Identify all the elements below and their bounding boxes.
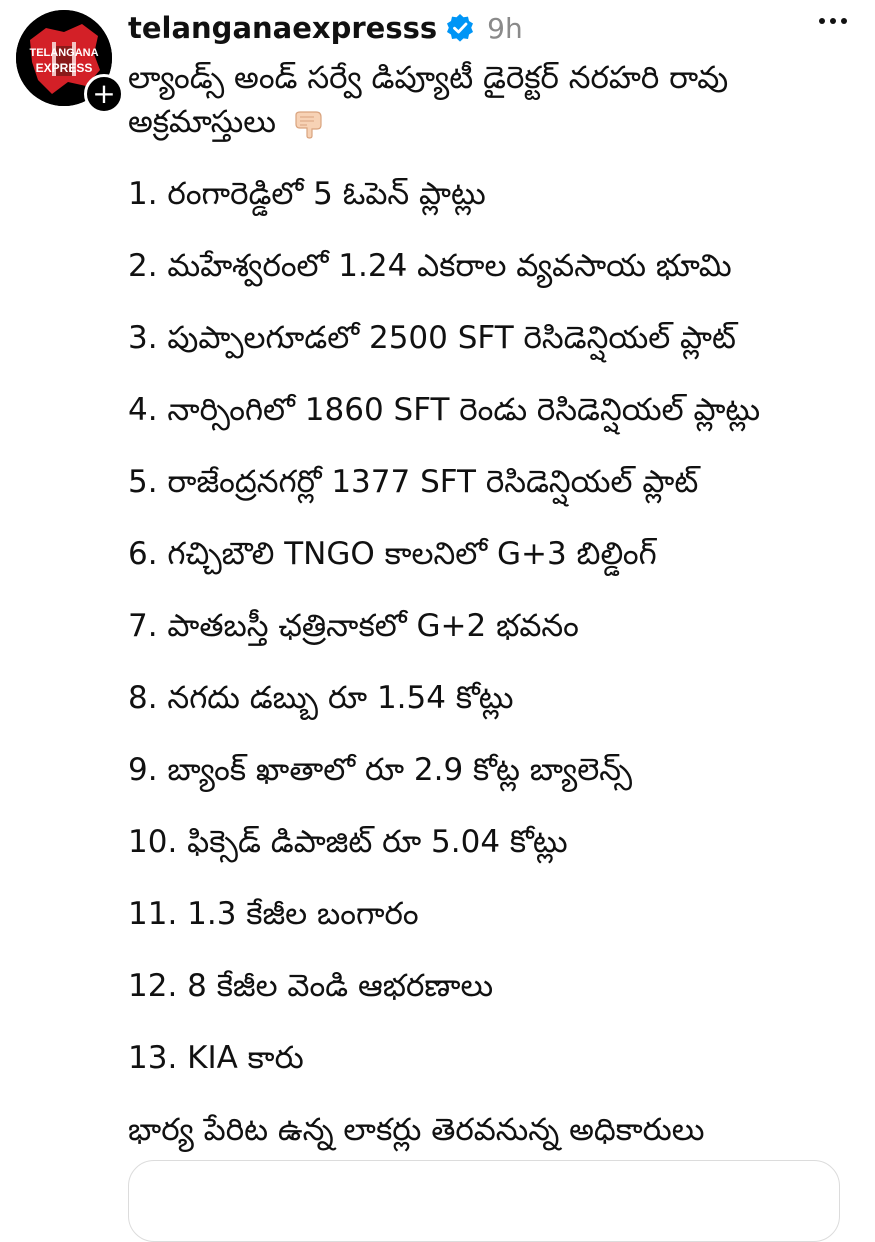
follow-plus-button[interactable]	[84, 74, 124, 114]
list-item: 1. రంగారెడ్డిలో 5 ఓపెన్ ప్లాట్లు	[128, 176, 486, 212]
logo-text-line2: EXPRESS	[35, 61, 93, 75]
post-header	[128, 6, 523, 50]
list-item: 4. నార్సింగిలో 1860 SFT రెండు రెసిడెన్షియల్ ప్లాట్లు	[128, 392, 761, 428]
more-options-icon[interactable]	[819, 18, 847, 24]
list-item: 11. 1.3 కేజీల బంగారం	[128, 896, 419, 932]
logo-text-line1: TELANGANA	[29, 47, 99, 59]
list-item: 3. పుప్పాలగూడలో 2500 SFT రెసిడెన్షియల్ ప్లాట్	[128, 320, 736, 356]
reply-input[interactable]	[128, 1160, 840, 1242]
list-item: 6. గచ్చిబౌలి TNGO కాలనిలో G+3 బిల్డింగ్	[128, 536, 657, 572]
verified-badge-icon	[445, 13, 475, 43]
post-footer-text: భార్య పేరిట ఉన్న లాకర్లు తెరవనున్న అధికారులు	[128, 1112, 705, 1148]
post-headline	[128, 56, 858, 144]
list-item: 2. మహేశ్వరంలో 1.24 ఎకరాల వ్యవసాయ భూమి	[128, 248, 732, 284]
list-item: 8. నగదు డబ్బు రూ 1.54 కోట్లు	[128, 680, 514, 716]
timestamp: 9h	[487, 11, 523, 45]
list-item: 7. పాతబస్తీ ఛత్రినాకలో G+2 భవనం	[128, 608, 579, 644]
post-text	[128, 56, 858, 1183]
list-item: 10. ఫిక్సెడ్ డిపాజిట్ రూ 5.04 కోట్లు	[128, 824, 568, 860]
list-item: 12. 8 కేజీల వెండి ఆభరణాలు	[128, 968, 494, 1004]
list-item: 13. KIA కారు	[128, 1040, 304, 1076]
username[interactable]: telanganaexpresss	[128, 11, 438, 45]
plus-icon: +	[92, 77, 116, 110]
assets-list	[128, 172, 858, 1080]
headline-text: ల్యాండ్స్ అండ్ సర్వే డిప్యూటీ డైరెక్టర్ నరహరి రావు అక్రమాస్తులు	[128, 60, 729, 140]
pointing-down-hand-icon	[292, 109, 326, 139]
avatar-container[interactable]	[16, 10, 116, 110]
list-item: 9. బ్యాంక్ ఖాతాలో రూ 2.9 కోట్ల బ్యాలెన్స్	[128, 752, 633, 788]
list-item: 5. రాజేంద్రనగర్లో 1377 SFT రెసిడెన్షియల్ ప్లాట్	[128, 464, 699, 500]
